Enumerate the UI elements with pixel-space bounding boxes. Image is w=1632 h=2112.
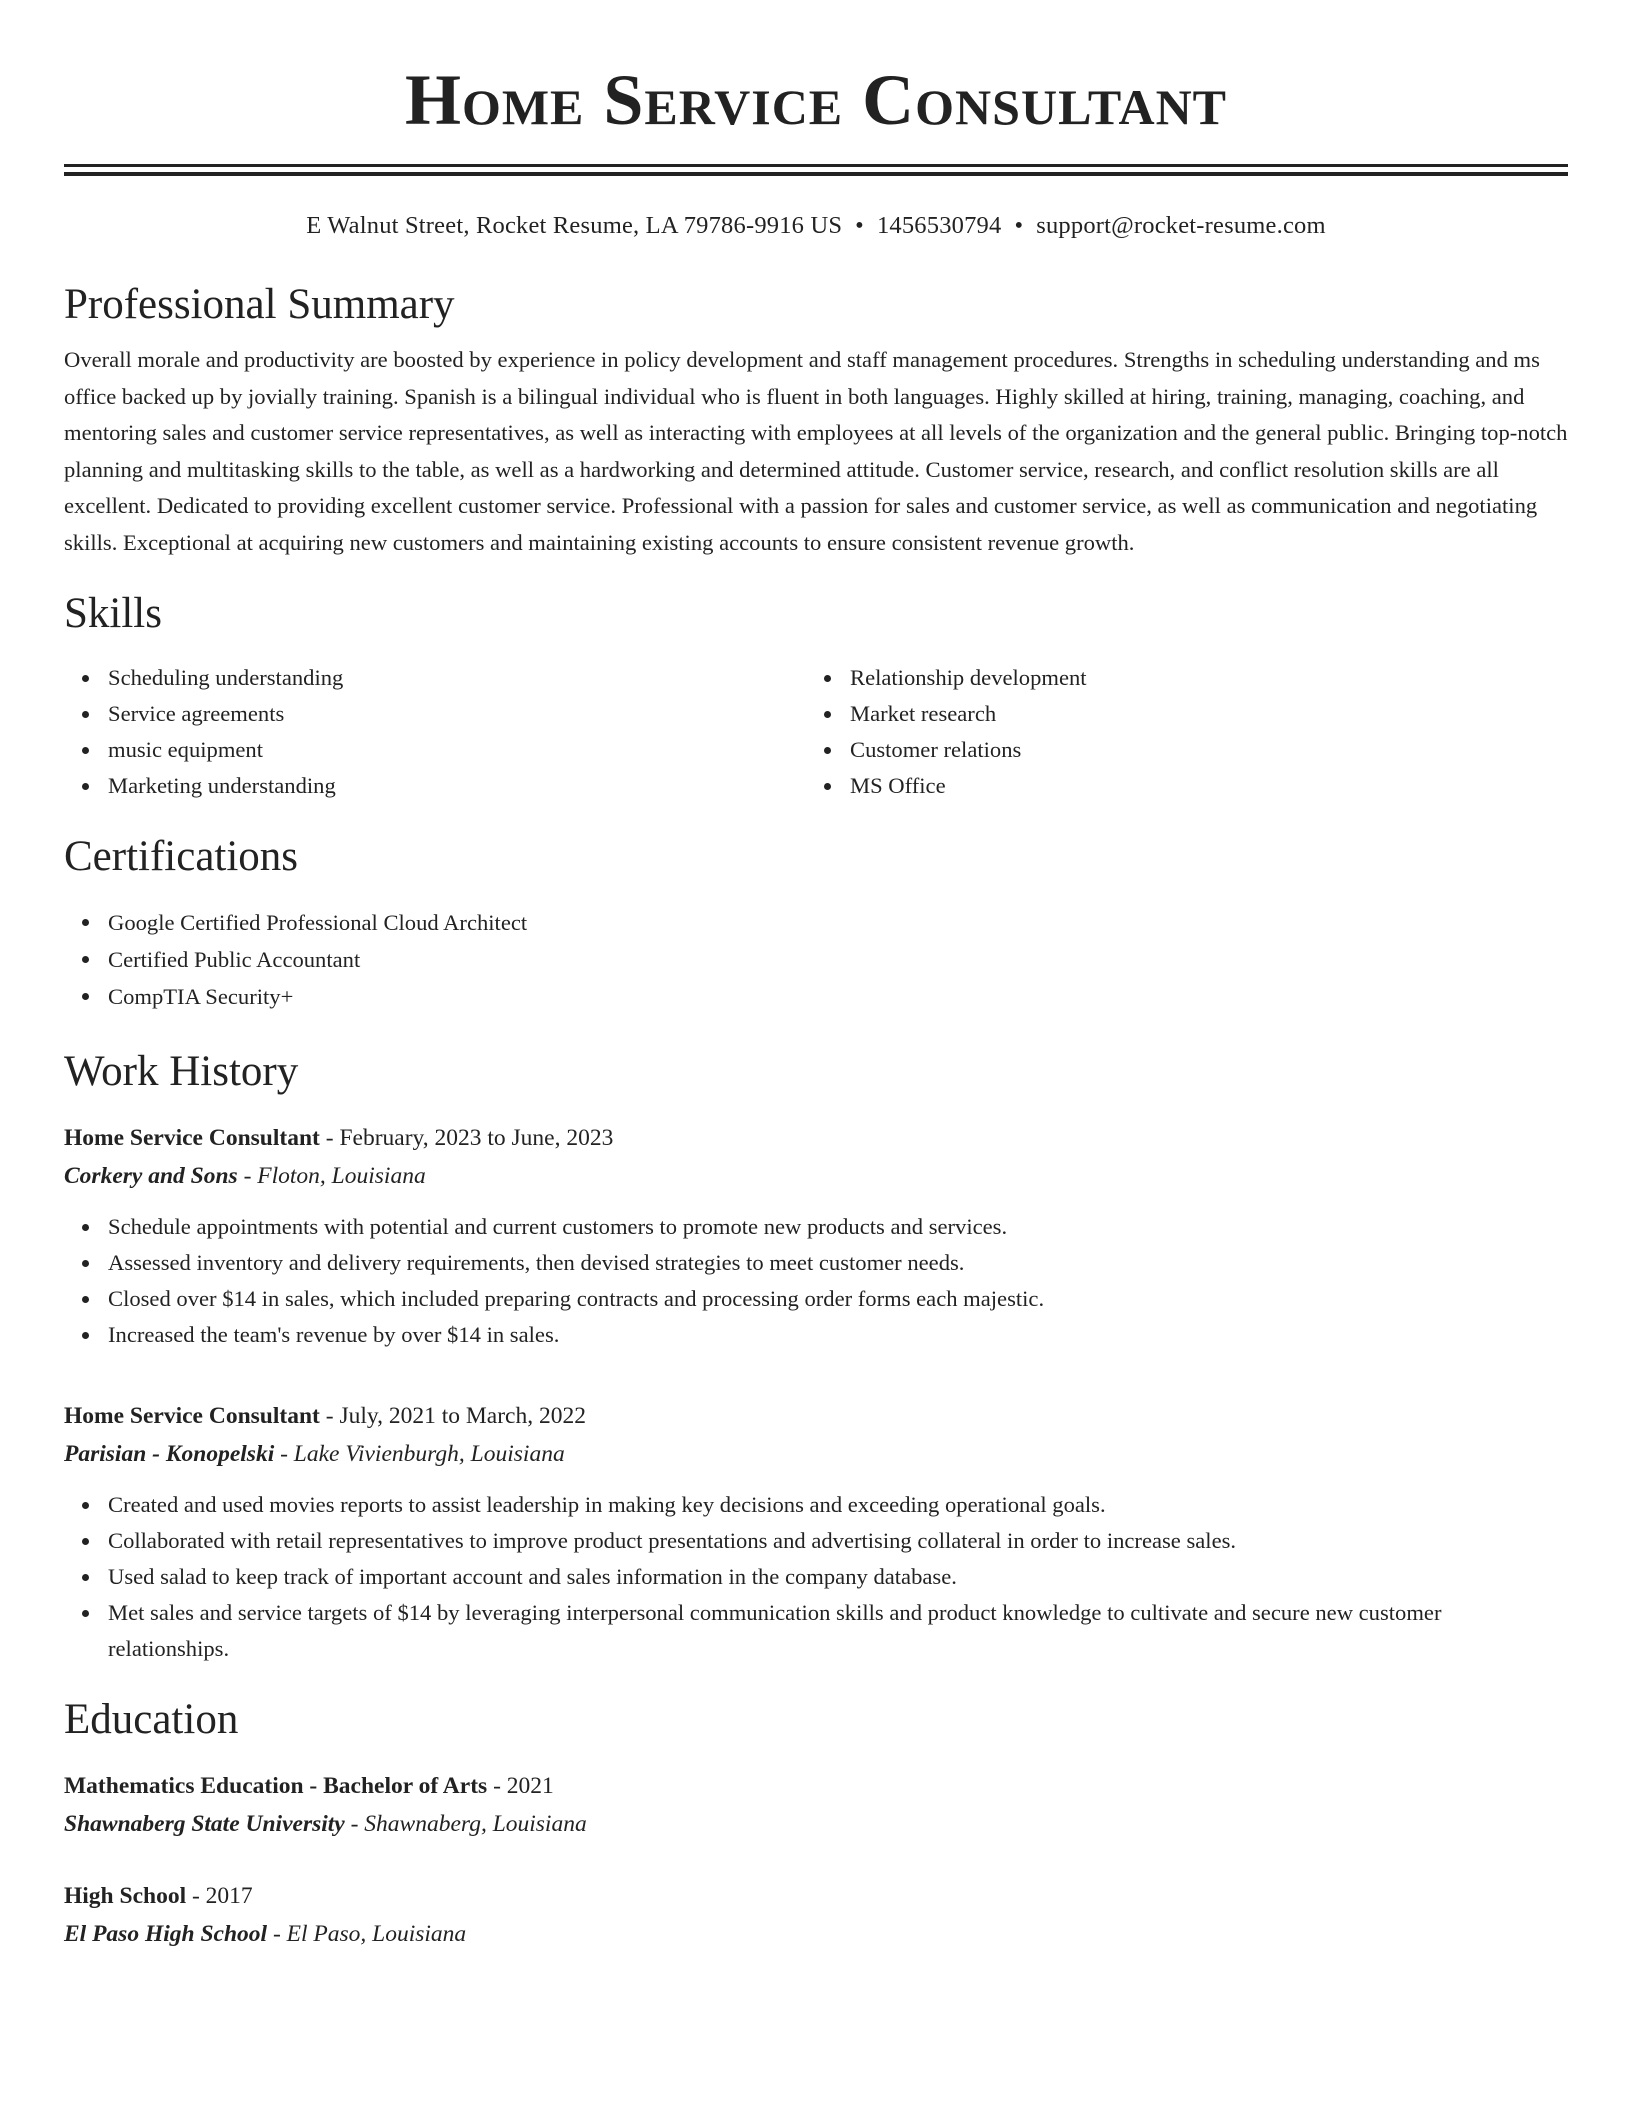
skill-item: Scheduling understanding [64,660,806,696]
certification-item: Certified Public Accountant [64,941,1568,978]
job-company: Parisian - Konopelski [64,1441,275,1467]
skills-list-left [64,660,806,804]
education-location: - Shawnaberg, Louisiana [344,1811,587,1837]
education-year: - 2021 [487,1773,554,1799]
job-title: Home Service Consultant [64,1125,320,1151]
job-bullet: Created and used movies reports to assist leadership in making key decisions and exceeding operational goals. [64,1487,1568,1523]
job-bullet: Assessed inventory and delivery requirements, then devised strategies to meet customer needs. [64,1245,1568,1281]
skills-list-right [806,660,1548,804]
job-title-line [64,1397,1568,1435]
job-entry [64,1119,1568,1353]
contact-separator: • [855,212,864,239]
education-degree: High School [64,1883,187,1909]
skill-item: Customer relations [806,732,1548,768]
contact-email: support@rocket-resume.com [1036,212,1326,239]
skills-grid [64,660,1568,804]
job-bullet: Used salad to keep track of important account and sales information in the company database. [64,1559,1568,1595]
education-entry [64,1877,1568,1953]
header-divider-bottom [64,172,1568,176]
education-degree: Mathematics Education - Bachelor of Arts [64,1773,488,1799]
job-bullets [64,1209,1568,1353]
certifications-section [64,832,1568,1015]
education-heading: Education [64,1696,239,1743]
job-bullet: Met sales and service targets of $14 by leveraging interpersonal communication skills and product knowledge to cultivate and secure new customer relationships. [64,1595,1568,1667]
certification-item: Google Certified Professional Cloud Architect [64,904,1568,941]
job-location: - Floton, Louisiana [237,1163,426,1189]
summary-section [64,280,1568,561]
job-company-line [64,1435,1568,1473]
page-title: Home Service Consultant [404,60,1228,140]
job-bullets [64,1487,1568,1667]
education-school: Shawnaberg State University [64,1811,345,1837]
job-dates: - February, 2023 to June, 2023 [319,1125,614,1151]
education-entry [64,1767,1568,1843]
job-entry [64,1397,1568,1667]
job-location: - Lake Vivienburgh, Louisiana [274,1441,565,1467]
skill-item: Service agreements [64,696,806,732]
education-degree-line [64,1877,1568,1915]
contact-separator: • [1014,212,1024,239]
job-company: Corkery and Sons [64,1163,238,1189]
job-company-line [64,1157,1568,1195]
header-divider-top [64,164,1568,167]
education-section [64,1695,1568,1953]
summary-text: Overall morale and productivity are boosted by experience in policy development and staff management procedures. Strengths in scheduling understanding and ms office backed up by jovially training. Spanish is a bilingual individual who is fluent in both languages. Highly skilled at hiring, training, managing, coaching, and mentoring sales and customer service representatives, as well as interacting with employees at all levels of the organization and the general public. Bringing top-notch planning and multitasking skills to the table, as well as a hardworking and determined attitude. Customer service, research, and conflict resolution skills are all excellent. Dedicated to providing excellent customer service. Professional with a passion for sales and customer service, as well as communication and negotiating skills. Exceptional at acquiring new customers and maintaining existing accounts to ensure consistent revenue growth. [64,347,1568,555]
skill-item: Marketing understanding [64,768,806,804]
work-history-section [64,1047,1568,1667]
job-bullet: Increased the team's revenue by over $14 in sales. [64,1317,1568,1353]
education-school-line [64,1805,1568,1843]
skills-section [64,589,1568,804]
certification-item: CompTIA Security+ [64,978,1568,1015]
job-title: Home Service Consultant [64,1403,320,1429]
certifications-heading: Certifications [64,833,299,880]
education-school: El Paso High School [64,1921,268,1947]
work-history-heading: Work History [64,1048,299,1095]
job-bullet: Schedule appointments with potential and current customers to promote new products and services. [64,1209,1568,1245]
education-degree-line [64,1767,1568,1805]
skills-heading: Skills [64,590,162,637]
contact-address: E Walnut Street, Rocket Resume, LA 79786-9916 US [306,212,843,239]
job-bullet: Collaborated with retail representatives to improve product presentations and advertising collateral in order to increase sales. [64,1523,1568,1559]
skill-item: Relationship development [806,660,1548,696]
contact-phone: 1456530794 [876,212,1002,239]
skill-item: Market research [806,696,1548,732]
contact-line [64,210,1568,242]
job-title-line [64,1119,1568,1157]
skill-item: music equipment [64,732,806,768]
education-year: - 2017 [186,1883,253,1909]
job-dates: - July, 2021 to March, 2022 [319,1403,586,1429]
certifications-list [64,904,1568,1015]
skill-item: MS Office [806,768,1548,804]
education-school-line [64,1915,1568,1953]
education-location: - El Paso, Louisiana [267,1921,467,1947]
job-bullet: Closed over $14 in sales, which included preparing contracts and processing order forms each majestic. [64,1281,1568,1317]
summary-heading: Professional Summary [64,281,455,328]
